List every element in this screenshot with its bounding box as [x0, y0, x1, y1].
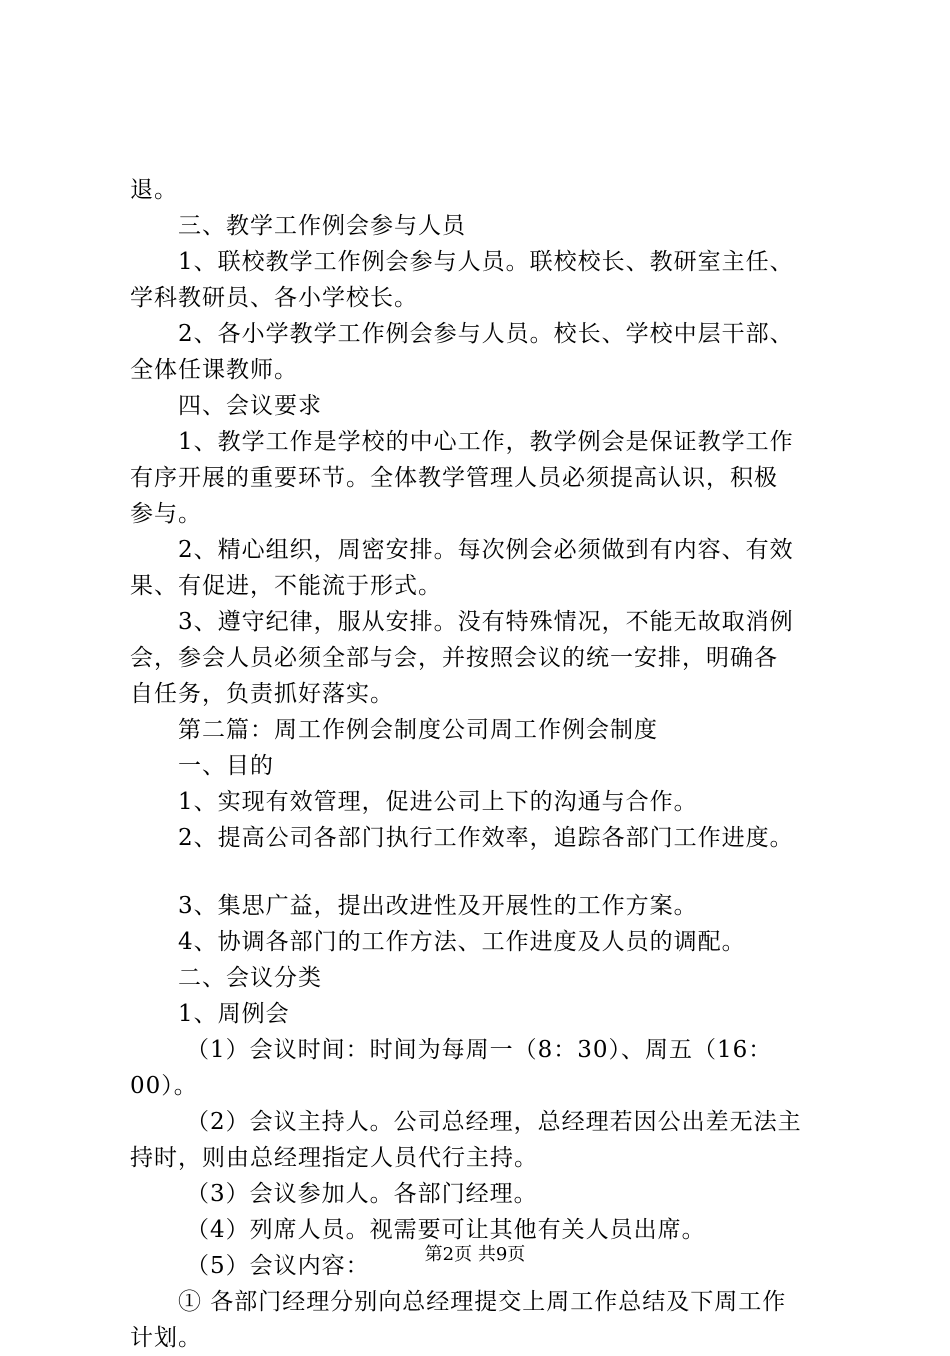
- text-line: ① 各部门经理分别向总经理提交上周工作总结及下周工作: [178, 1289, 787, 1315]
- text-line: 2、提高公司各部门执行工作效率，追踪各部门工作进度。: [178, 825, 794, 851]
- text-line: 会，参会人员必须全部与会，并按照会议的统一安排，明确各: [130, 645, 778, 671]
- text-line: （1）会议时间：时间为每周一（8：30）、周五（16：: [186, 1037, 773, 1063]
- text-line: （3）会议参加人。各部门经理。: [186, 1181, 538, 1207]
- text-line: 2、各小学教学工作例会参与人员。校长、学校中层干部、: [178, 321, 794, 347]
- text-line: 1、实现有效管理，促进公司上下的沟通与合作。: [178, 789, 698, 815]
- text-line: （4）列席人员。视需要可让其他有关人员出席。: [186, 1217, 706, 1243]
- text-line: 参与。: [130, 501, 202, 527]
- text-line: 果、有促进，不能流于形式。: [130, 573, 442, 599]
- text-line: 自任务，负责抓好落实。: [130, 681, 394, 707]
- text-line: 4、协调各部门的工作方法、工作进度及人员的调配。: [178, 929, 746, 955]
- text-line: 第二篇：周工作例会制度公司周工作例会制度: [178, 717, 658, 743]
- text-line: 1、教学工作是学校的中心工作，教学例会是保证教学工作: [178, 429, 794, 455]
- text-line: 3、遵守纪律，服从安排。没有特殊情况，不能无故取消例: [178, 609, 794, 635]
- text-line: 00）。: [130, 1073, 198, 1099]
- text-line: 1、联校教学工作例会参与人员。联校校长、教研室主任、: [178, 249, 794, 275]
- text-line: 一、目的: [178, 753, 274, 779]
- text-line: （5）会议内容：: [186, 1253, 370, 1279]
- page-footer: 第2页 共9页: [424, 1244, 526, 1265]
- text-line: 3、集思广益，提出改进性及开展性的工作方案。: [178, 893, 698, 919]
- text-line: 计划。: [130, 1325, 202, 1351]
- text-line: 2、精心组织，周密安排。每次例会必须做到有内容、有效: [178, 537, 794, 563]
- text-line: 全体任课教师。: [130, 357, 298, 383]
- text-line: 1、周例会: [178, 1001, 290, 1027]
- text-line: 有序开展的重要环节。全体教学管理人员必须提高认识，积极: [130, 465, 778, 491]
- document-body: [130, 172, 830, 1356]
- text-line: （2）会议主持人。公司总经理，总经理若因公出差无法主: [186, 1109, 802, 1135]
- text-line: 退。: [130, 177, 178, 203]
- text-line: 持时，则由总经理指定人员代行主持。: [130, 1145, 538, 1171]
- text-line: [130, 856, 830, 888]
- text-line: 学科教研员、各小学校长。: [130, 285, 418, 311]
- text-line: 二、会议分类: [178, 965, 322, 991]
- text-line: 四、会议要求: [178, 393, 322, 419]
- text-line: 三、教学工作例会参与人员: [178, 213, 466, 239]
